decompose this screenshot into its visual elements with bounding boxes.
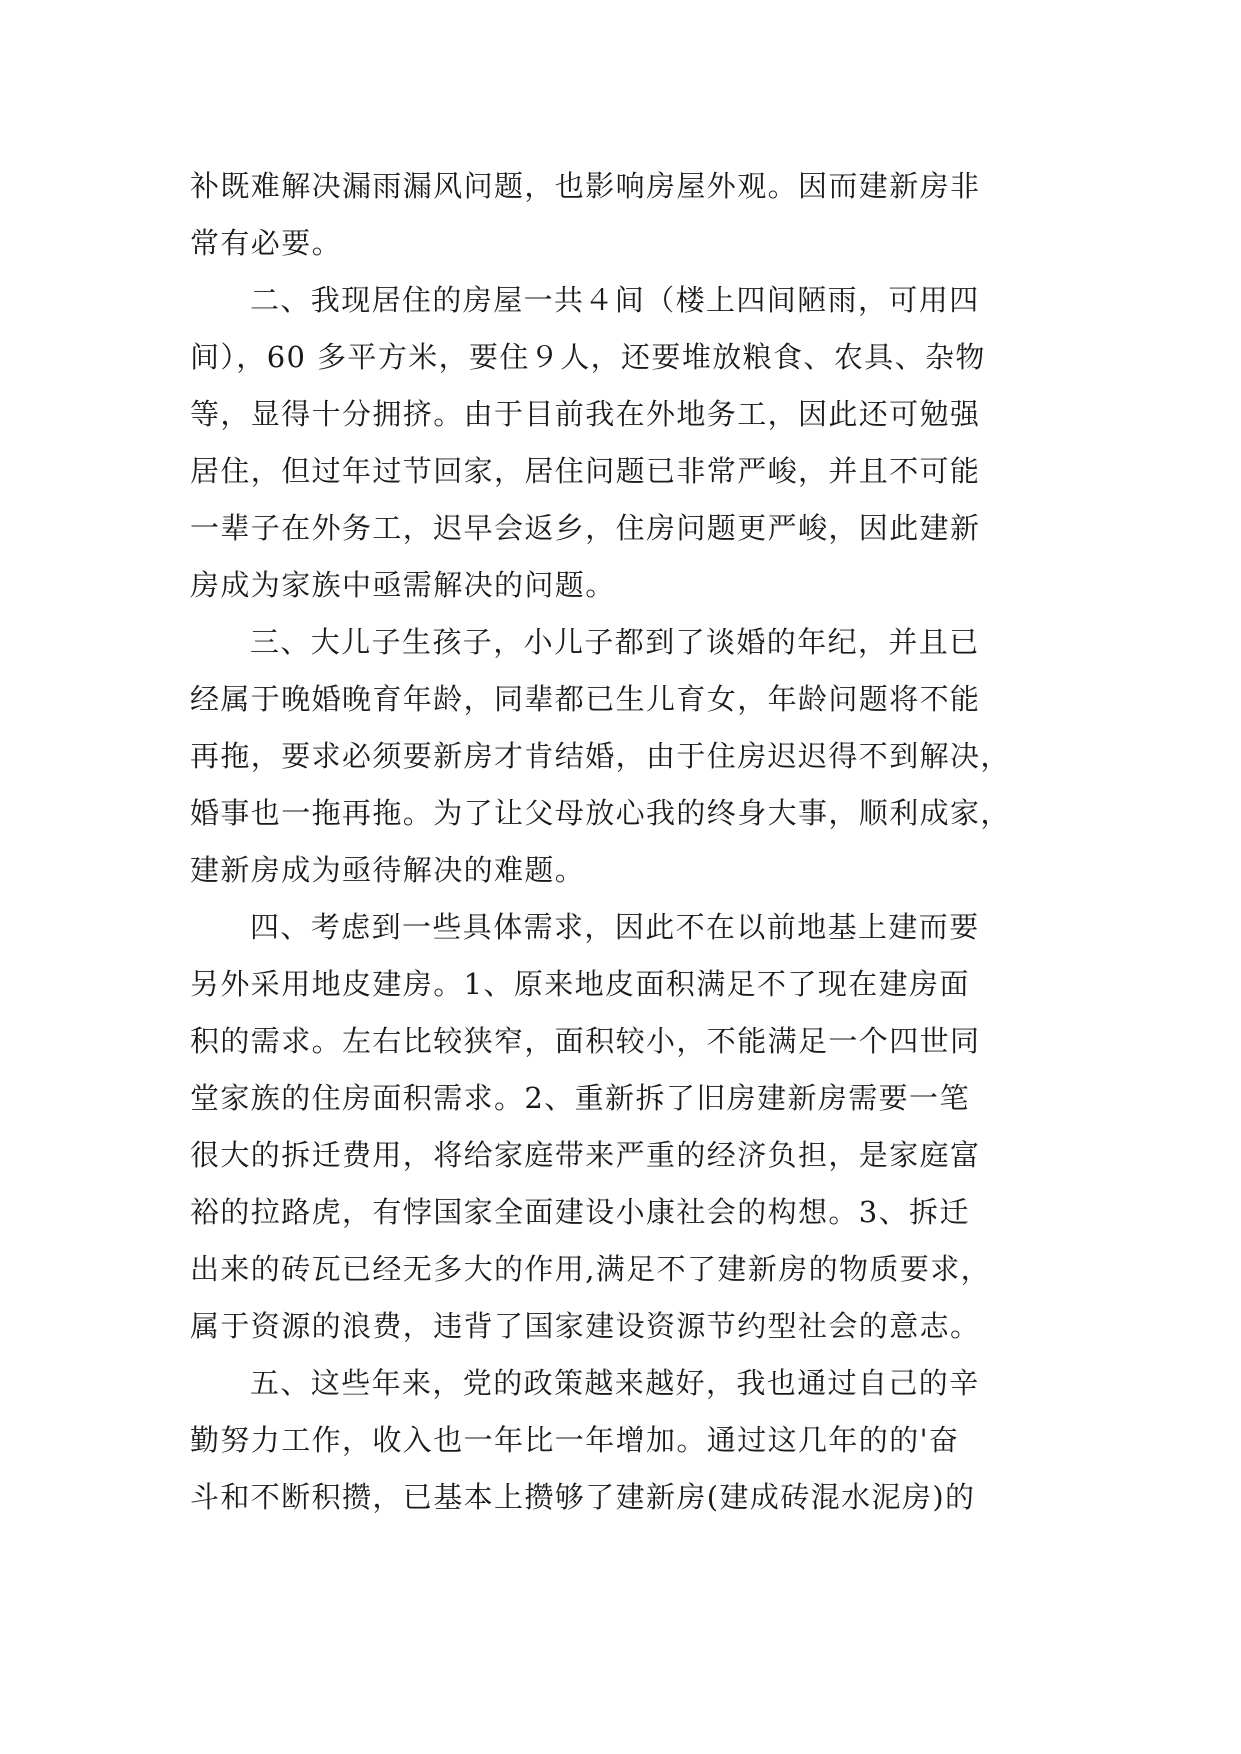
text-line: 等，显得十分拥挤。由于目前我在外地务工，因此还可勉强	[190, 397, 981, 431]
paragraph-start-line: 五、这些年来，党的政策越来越好，我也通过自己的辛	[250, 1366, 980, 1400]
text-line: 斗和不断积攒，已基本上攒够了建新房(建成砖混水泥房)的	[190, 1480, 976, 1514]
text-line: 一辈子在外务工，迟早会返乡，住房问题更严峻，因此建新	[190, 511, 981, 545]
text-line: 勤努力工作，收入也一年比一年增加。通过这几年的的'奋	[190, 1423, 960, 1457]
text-line: 居住，但过年过节回家，居住问题已非常严峻，并且不可能	[190, 454, 981, 488]
text-line: 出来的砖瓦已经无多大的作用,满足不了建新房的物质要求，	[190, 1252, 992, 1286]
text-line: 婚事也一拖再拖。为了让父母放心我的终身大事，顺利成家，	[190, 796, 1011, 830]
paragraph-start-line: 四、考虑到一些具体需求，因此不在以前地基上建而要	[250, 910, 980, 944]
text-line: 裕的拉路虎，有悖国家全面建设小康社会的构想。3、拆迁	[190, 1195, 970, 1229]
text-line: 补既难解决漏雨漏风问题，也影响房屋外观。因而建新房非	[190, 169, 981, 203]
text-line: 房成为家族中亟需解决的问题。	[190, 568, 616, 602]
text-line: 积的需求。左右比较狭窄，面积较小，不能满足一个四世同	[190, 1024, 981, 1058]
text-line: 常有必要。	[190, 226, 343, 260]
paragraph-start-line: 三、大儿子生孩子，小儿子都到了谈婚的年纪，并且已	[250, 625, 980, 659]
text-line: 堂家族的住房面积需求。2、重新拆了旧房建新房需要一笔	[190, 1081, 970, 1115]
text-line: 属于资源的浪费，违背了国家建设资源节约型社会的意志。	[190, 1309, 981, 1343]
paragraph-start-line: 二、我现居住的房屋一共４间（楼上四间陋雨，可用四	[250, 283, 980, 317]
text-line: 很大的拆迁费用，将给家庭带来严重的经济负担，是家庭富	[190, 1138, 981, 1172]
text-line: 建新房成为亟待解决的难题。	[190, 853, 586, 887]
text-line: 再拖，要求必须要新房才肯结婚，由于住房迟迟得不到解决，	[190, 739, 1011, 773]
text-line: 另外采用地皮建房。1、原来地皮面积满足不了现在建房面	[190, 967, 970, 1001]
text-line: 间），60 多平方米，要住９人，还要堆放粮食、农具、杂物	[190, 340, 986, 374]
text-line: 经属于晚婚晚育年龄，同辈都已生儿育女，年龄问题将不能	[190, 682, 981, 716]
